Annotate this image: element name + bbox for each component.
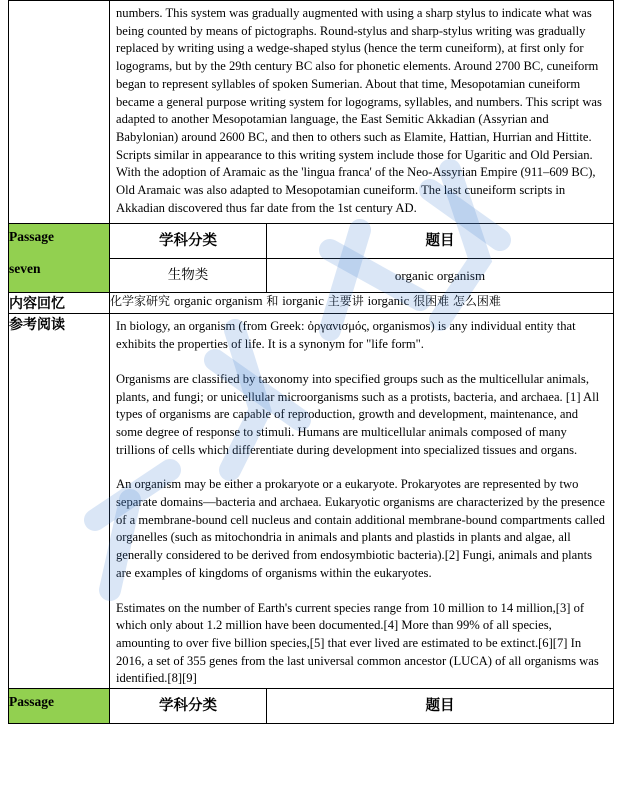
reference-paragraph: An organism may be either a prokaryote or a eukaryote. Prokaryotes are represented by two separate domains—bacteria and archaea. Eukaryotic organisms are characterized by the presence of a membrane-bound cell nucleus and contain additional membrane-bound compartments called organelles (such as mitochondria in animals and plants and plastids in plants and algae, all generally considered to be derived from endosymbiotic bacteria).[2] Fungi, animals and plants are examples of kingdoms of organisms within the eukaryotes. (116, 477, 605, 580)
subject-header: 学科分类 (110, 224, 267, 259)
next-passage-label (9, 689, 110, 724)
topic-value: organic organism (267, 259, 614, 293)
top-passage-row (9, 1, 614, 224)
passage-seven-label-line2: seven (9, 261, 41, 277)
recall-part: iorganic (367, 294, 410, 309)
recall-content (110, 293, 614, 314)
next-passage-header-row (9, 689, 614, 724)
reference-paragraph: In biology, an organism (from Greek: ὀργανισμός, organismos) is any individual entity that exhibits the properties of life. It is a synonym for "life form". (116, 319, 576, 352)
recall-part: 化学家研究 (110, 294, 174, 309)
recall-label: 内容回忆 (9, 293, 110, 314)
recall-part: organic organism (173, 294, 263, 309)
recall-row (9, 293, 614, 314)
topic-header: 题目 (267, 224, 614, 259)
passage-seven-label-cell (9, 224, 110, 293)
next-topic-header: 题目 (267, 689, 614, 724)
next-passage-label-text: Passage (9, 694, 54, 710)
recall-part: 主要讲 (323, 294, 368, 309)
top-passage-cell (110, 1, 614, 224)
reference-paragraph: Estimates on the number of Earth's current species range from 10 million to 14 million,[3] of which only about 1.2 million have been documented.[4] More than 99% of all species, amounting to over five billion species,[5] that ever lived are estimated to be extinct.[6][7] In 2016, a set of 355 genes from the last universal common ancestor (LUCA) of all organisms was identified.[8][9] (116, 600, 599, 686)
top-passage-text: numbers. This system was gradually augmented with using a sharp stylus to indicate what was being counted by means of pictographs. Round-stylus and sharp-stylus writing was gradually replaced by writing using a wedge-shaped stylus (hence the term cuneiform), at first only for logograms, but by the 29th century BC also for phonetic elements. Around 2700 BC, cuneiform began to represent syllables of spoken Sumerian. About that time, Mesopotamian cuneiform became a general purpose writing system for logograms, syllables, and numbers. This script was adapted to another Mesopotamian language, the East Semitic Akkadian (Assyrian and Babylonian) around 2600 BC, and then to others such as Elamite, Hattian, Hurrian and Hittite. Scripts similar in appearance to this writing system include those for Ugaritic and Old Persian. With the adoption of Aramaic as the 'lingua franca' of the Neo-Assyrian Empire (911–609 BC), Old Aramaic was also adapted to Mesopotamian cuneiform. The last cuneiform scripts in Akkadian discovered thus far date from the 1st century AD. (116, 6, 602, 215)
top-label-cell (9, 1, 110, 224)
subject-value: 生物类 (110, 259, 267, 293)
recall-part: iorganic (282, 294, 324, 309)
reference-paragraph: Organisms are classified by taxonomy into specified groups such as the multicellular animals, plants, and fungi; or unicellular microorganisms such as a protists, bacteria, and archaea. [1] All types of organisms are capable of reproduction, growth and development, maintenance, and some degree of response to stimuli. Humans are multicellular animals composed of many trillions of cells which differentiate during development into specialized tissues and organs. (116, 371, 600, 457)
passage-seven-header-row (9, 224, 614, 259)
reference-body (110, 314, 614, 689)
passage-seven-label-line1: Passage (9, 229, 54, 245)
recall-part: 和 (262, 294, 283, 309)
recall-part: 很困难 怎么困难 (409, 294, 501, 309)
next-subject-header: 学科分类 (110, 689, 267, 724)
reference-row (9, 314, 614, 689)
reference-label: 参考阅读 (9, 314, 110, 689)
passage-table (8, 0, 614, 724)
